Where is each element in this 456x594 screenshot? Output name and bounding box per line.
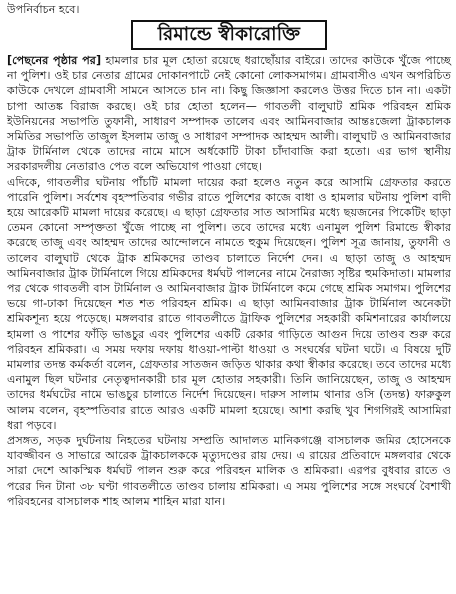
paragraph-1 bbox=[7, 53, 451, 175]
continued-tag: [পেছনের পৃষ্ঠার পর] bbox=[7, 54, 102, 67]
paragraph-2: এদিকে, গাবতলীর ঘটনায় পাঁচটি মামলা দায়ের করা হলেও নতুন করে আসামি গ্রেফতার করতে পারেনি পুলিশ। সর্বশেষ বৃহস্পতিবার গভীর রাতে পুলিশের কাজে বাধা ও হামলার ঘটনায় পুলিশ বাদী হয়ে আরেকটি মামলা দায়ের করেছে। এ ছাড়া গ্রেফতার সাত আসামির মধ্যে ছয়জনের পিকেটিং ছাড়া তেমন কোনো সম্পৃক্ততা খুঁজে পাচ্ছে না পুলিশ। তবে তাদের মধ্যে এনামুল পুলিশ রিমান্ডে স্বীকার করেছে তাজু এবং আহম্মদ তাদের আন্দোলনে নামতে হুকুম দিয়েছেন। পুলিশ সূত্র জানায়, তুফানী ও তালেব বালুঘাট থেকে ট্রাক শ্রমিকদের তাণ্ডব চালাতে নির্দেশ দেন। এ ছাড়া তাজু ও আহম্মদ আমিনবাজার ট্রাক টার্মিনালে গিয়ে শ্রমিকদের ধর্মঘট পালনের নামে নৈরাজ্য সৃষ্টির হুমকিদাতা। মামলার পর থেকে গাবতলী বাস টার্মিনাল ও আমিনবাজার ট্রাক টার্মিনালে কমে গেছে শ্রমিক সমাগম। পুলিশের ভয়ে গা-ঢাকা দিয়েছেন শত শত পরিবহন শ্রমিক। এ ছাড়া আমিনবাজার ট্রাক টার্মিনাল অনেকটা শ্রমিকশূন্য হয়ে পড়েছে। মঙ্গলবার রাতে গাবতলীতে ট্রাফিক পুলিশের সহকারী কমিশনারের কার্যালয়ে হামলা ও পাশের ফাঁড়ি ভাঙচুর এবং পুলিশের একটি রেকার গাড়িতে আগুন দিয়ে তাণ্ডব শুরু করে পরিবহন শ্রমিকরা। এ সময় দফায় দফায় ধাওয়া-পাল্টা ধাওয়া ও সংঘর্ষের ঘটনা ঘটে। এ বিষয়ে দুটি মামলার তদন্ত কর্মকর্তা বলেন, গ্রেফতার সাতজন জড়িত থাকার কথা স্বীকার করেছে। তবে তাদের মধ্যে এনামুল ছিল ঘটনার নেতৃত্বদানকারী চার মূল হোতার সহকারী। তিনি জানিয়েছেন, তাজু ও আহম্মদ তাদের ধর্মঘটের নামে ভাঙচুর চালাতে নির্দেশ দিয়েছেন। দারুস সালাম থানার ওসি (তদন্ত) ফারুকুল আলম বলেন, বৃহস্পতিবার রাতে আরও একটি মামলা হয়েছে। আশা করছি খুব শিগগিরই আসামিরা ধরা পড়বে। bbox=[7, 175, 451, 432]
headline: রিমান্ডে স্বীকারোক্তি bbox=[157, 23, 301, 45]
article-body bbox=[7, 53, 451, 509]
previous-article-tail: উপনির্বাচন হবে। bbox=[7, 3, 80, 16]
paragraph-1-text: হামলার চার মূল হোতা রয়েছে ধরাছোঁয়ার বাইরে। তাদের কাউকে খুঁজে পাচ্ছে না পুলিশ। ওই চার নেতার গ্রামের দোকানপাটে নেই কোনো লোকসমাগম। গ্রামবাসীও এখন অপরিচিত কাউকে দেখলে গ্রামবাসী সামনে আসতে চান না। কিছু জিজ্ঞাসা করলেও উত্তর দিতে চান না। একটা চাপা আতঙ্ক বিরাজ করছে। ওই চার হোতা হলেন— গাবতলী বালুঘাট শ্রমিক পরিবহন শ্রমিক ইউনিয়নের সভাপতি তুফানী, সাধারণ সম্পাদক তালেব এবং আমিনবাজার আন্তঃজেলা ট্রাকচালক সমিতির সভাপতি তাজুল ইসলাম তাজু ও সাধারণ সম্পাদক আহম্মদ আলী। বালুঘাট ও আমিনবাজার ট্রাক টার্মিনাল থেকে তাদের নামে মাসে অর্ধকোটি টাকা চাঁদাবাজি করা হতো। এর ভাগ স্থানীয় সরকারদলীয় নেতারাও পেত বলে অভিযোগ পাওয়া গেছে। bbox=[7, 54, 451, 174]
headline-box bbox=[131, 20, 327, 50]
paragraph-3: প্রসঙ্গত, সড়ক দুর্ঘটনায় নিহতের ঘটনায় সম্প্রতি আদালত মানিকগঞ্জে বাসচালক জমির হোসেনকে যাবজ্জীবন ও সাভারে আরেক ট্রাকচালককে মৃত্যুদণ্ডের রায় দেয়। এ রায়ের প্রতিবাদে মঙ্গলবার থেকে সারা দেশে আকস্মিক ধর্মঘট পালন শুরু করে পরিবহন মালিক ও শ্রমিকরা। এরপর বুধবার রাতে ও পরের দিন টানা ৩৮ ঘণ্টা গাবতলীতে তাণ্ডব চালায় শ্রমিকরা। এ সময় পুলিশের সঙ্গে সংঘর্ষে বৈশাখী পরিবহনের বাসচালক শাহ আলম শাহিন মারা যান। bbox=[7, 434, 451, 508]
